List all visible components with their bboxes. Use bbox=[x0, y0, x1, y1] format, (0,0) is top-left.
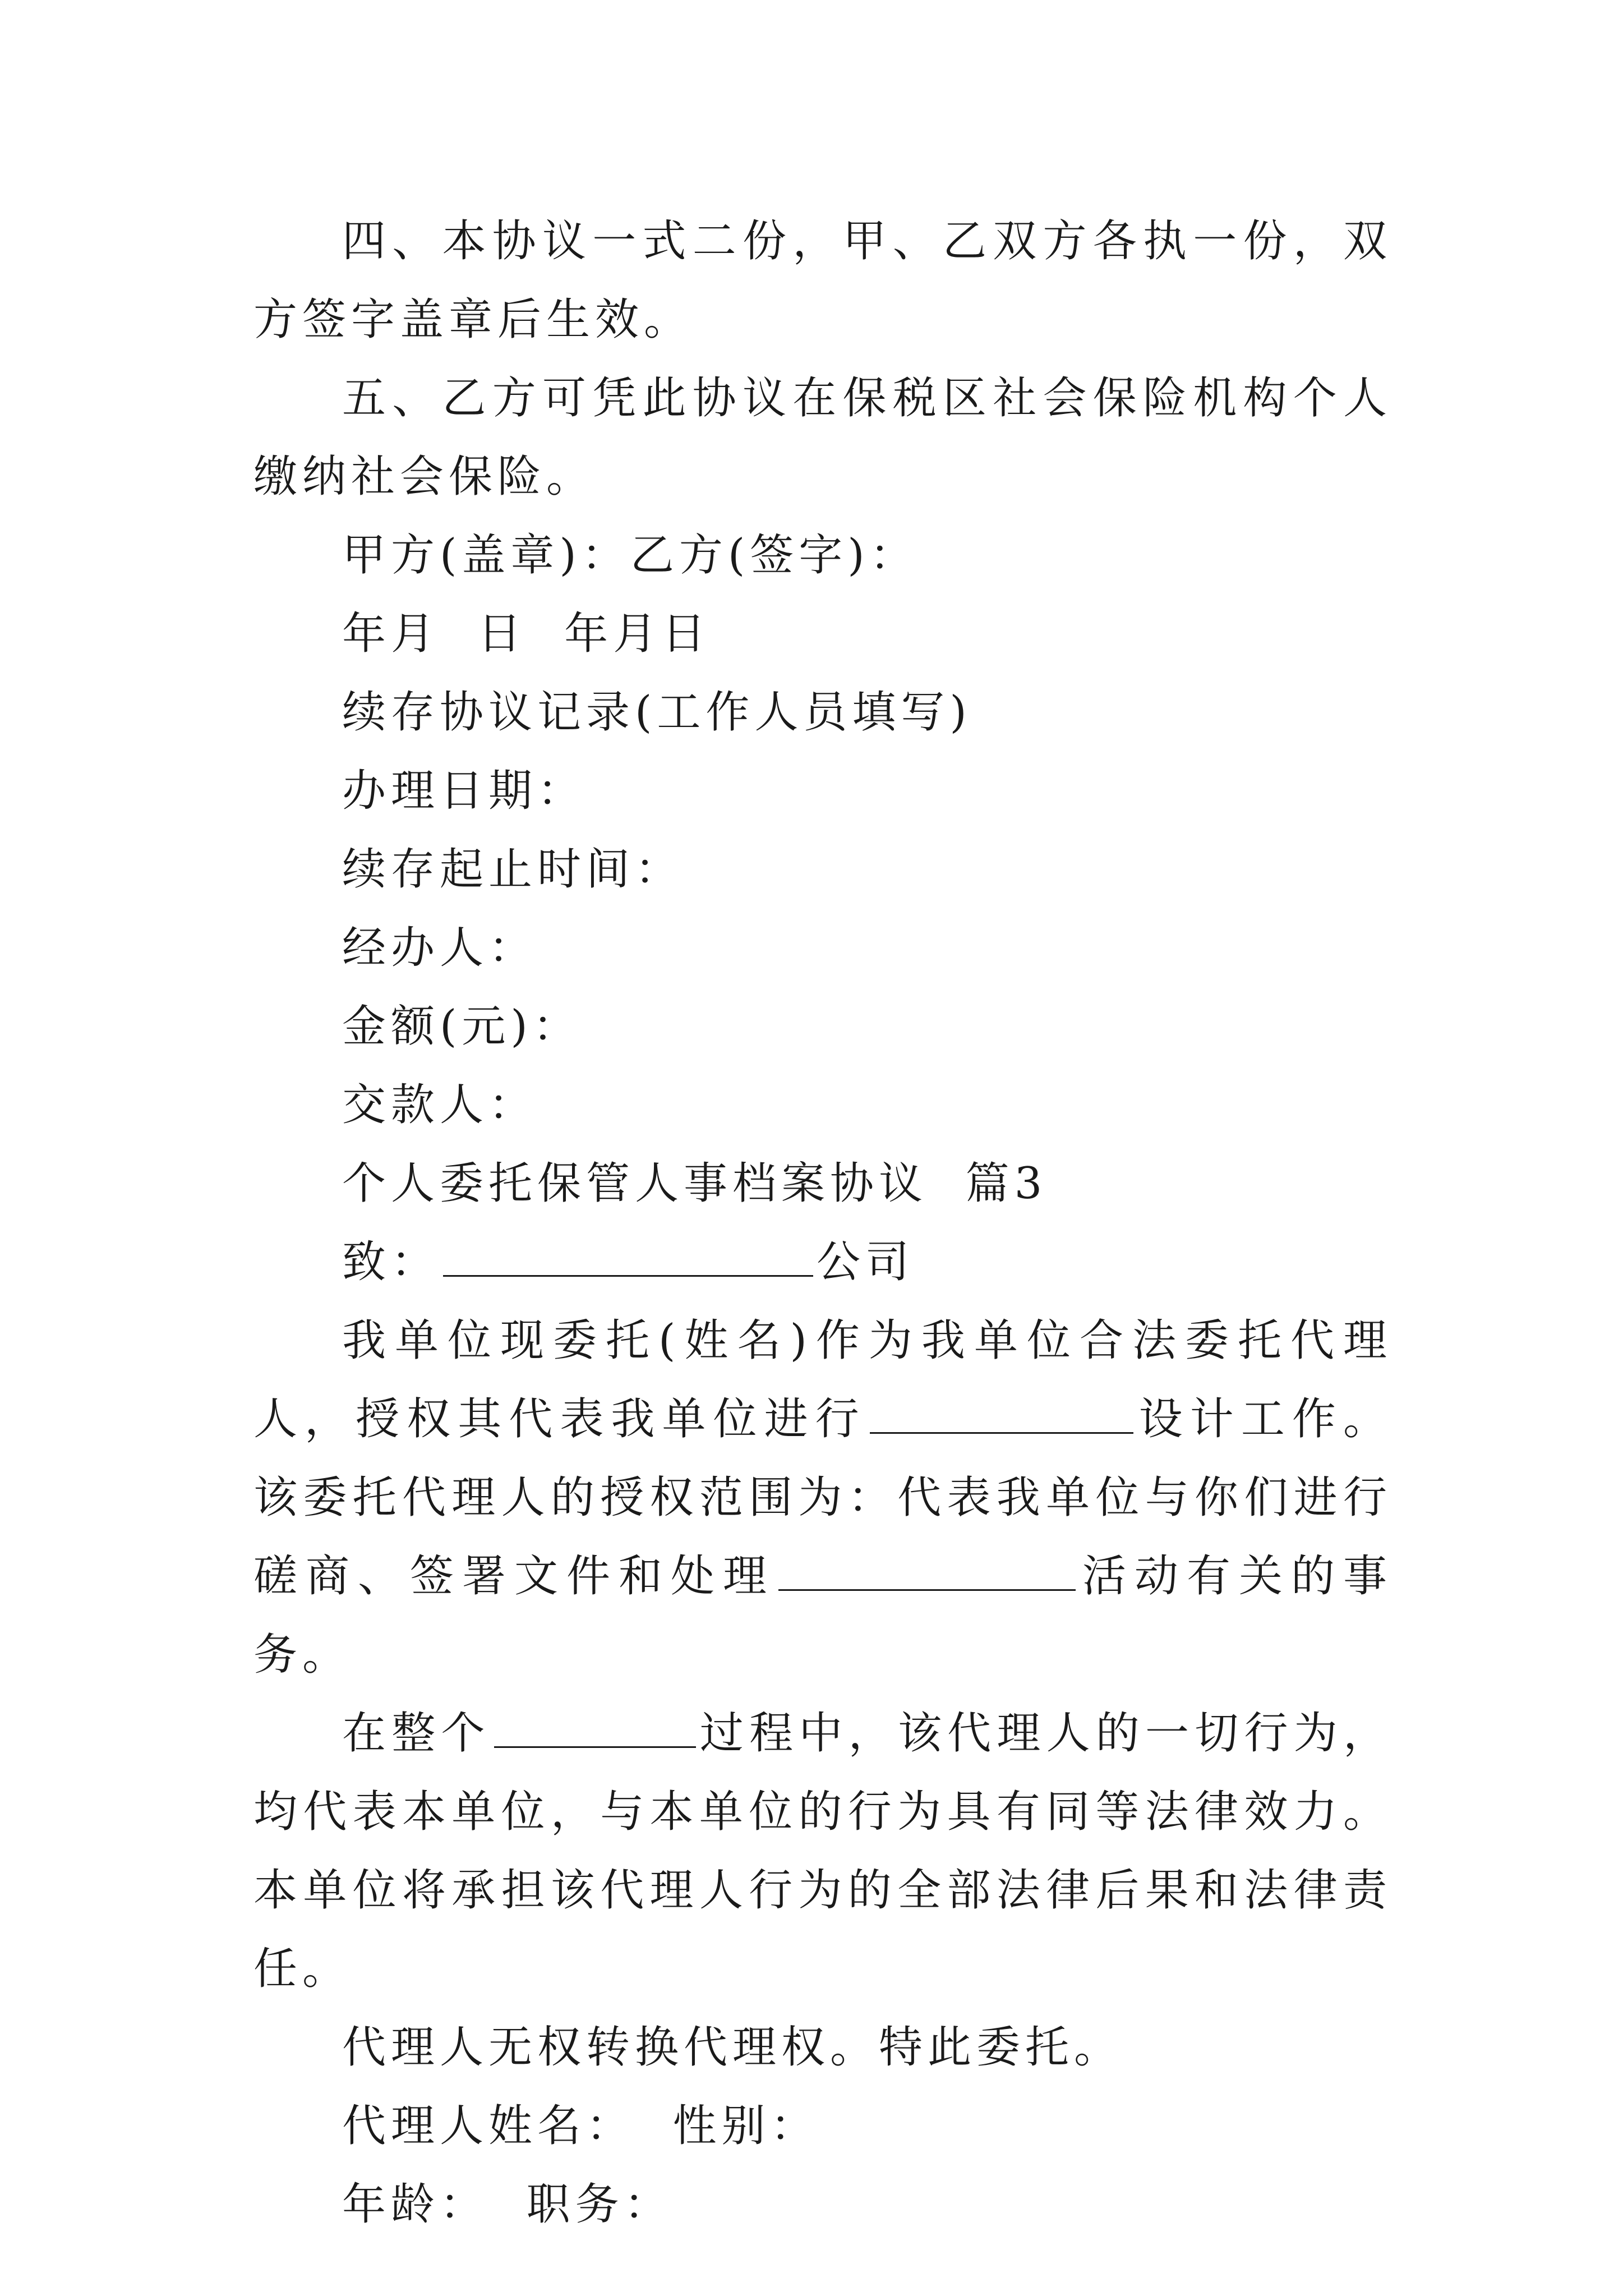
clause-5-paragraph: 五、乙方可凭此协议在保税区社会保险机构个人缴纳社会保险。 bbox=[253, 373, 1392, 502]
addressee-prefix: 致： bbox=[342, 1237, 440, 1287]
amount-line: 金额(元)： bbox=[342, 1001, 582, 1052]
company-name-blank[interactable] bbox=[443, 1240, 813, 1277]
signature-dates-line: 年月 日 年月日 bbox=[342, 609, 711, 659]
section-title: 个人委托保管人事档案协议 篇3 bbox=[342, 1158, 1048, 1209]
addressee-line bbox=[253, 1223, 1392, 1301]
no-transfer-line: 代理人无权转换代理权。特此委托。 bbox=[342, 2022, 1123, 2073]
authorization-text-3: 活动有关的事务。 bbox=[253, 1551, 1392, 1680]
whole-process-text-2: 过程中，该代理人的一切行为，均代表本单位，与本单位的行为具有同等法律效力。本单位将承担该代理人行为的全部法律后果和法律责任。 bbox=[253, 1708, 1392, 1994]
clause-4-paragraph: 四、本协议一式二份，甲、乙双方各执一份，双方签字盖章后生效。 bbox=[253, 216, 1392, 345]
signature-parties-line: 甲方(盖章)：乙方(签字)： bbox=[342, 530, 919, 581]
age-position-line: 年龄： 职务： bbox=[342, 2179, 673, 2230]
handler-line: 经办人： bbox=[342, 923, 538, 973]
authorization-text-2: 设计工作。该委托代理人的授权范围为：代表我单位与你们进行磋商、签署文件和处理 bbox=[253, 1394, 1392, 1602]
activity-blank[interactable] bbox=[778, 1554, 1076, 1591]
addressee-suffix: 公司 bbox=[817, 1237, 915, 1287]
renewal-record-title: 续存协议记录(工作人员填写) bbox=[342, 687, 972, 738]
handling-date-line: 办理日期： bbox=[342, 766, 587, 816]
authorization-paragraph bbox=[253, 1301, 1392, 1694]
whole-process-text-1: 在整个 bbox=[342, 1708, 491, 1759]
agent-name-gender-line: 代理人姓名： 性别： bbox=[342, 2101, 819, 2151]
renewal-period-line: 续存起止时间： bbox=[342, 844, 684, 895]
authorization-text-1: 我单位现委托(姓名)作为我单位合法委托代理人，授权其代表我单位进行 bbox=[253, 1315, 1392, 1444]
process-blank[interactable] bbox=[494, 1711, 696, 1748]
payer-line: 交款人： bbox=[342, 1080, 538, 1130]
document-page bbox=[253, 202, 1392, 2244]
whole-process-paragraph bbox=[253, 1694, 1392, 2008]
design-project-blank[interactable] bbox=[870, 1397, 1133, 1434]
